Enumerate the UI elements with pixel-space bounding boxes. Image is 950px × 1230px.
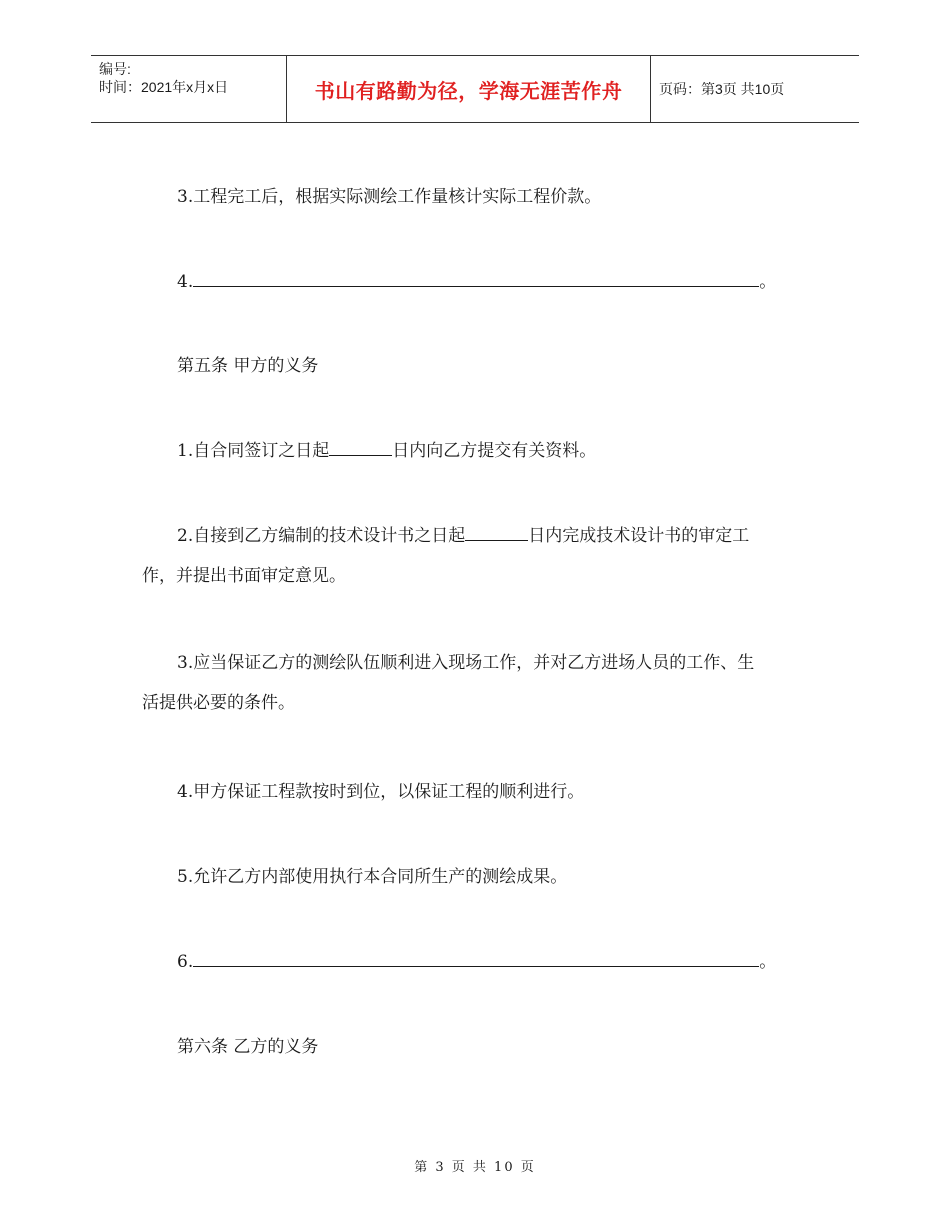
paragraph-text: 3.应当保证乙方的测绘队伍顺利进入现场工作，并对乙方进场人员的工作、生 [177,653,755,673]
paragraph-text-mid: 日内完成技术设计书的审定工 [528,526,750,546]
paragraph-5-1 [142,431,822,471]
item-number: 6. [177,952,194,972]
header-meta [91,56,286,122]
paragraph-text: 5.允许乙方内部使用执行本合同所生产的测绘成果。 [177,867,568,887]
fill-in-blank [193,264,759,287]
paragraph-text: 4.甲方保证工程款按时到位，以保证工程的顺利进行。 [177,782,585,802]
paragraph-5-6 [142,942,822,982]
paragraph-4-3 [142,177,822,217]
paragraph-text-cont: 活提供必要的条件。 [142,693,295,713]
paragraph-text-cont: 作，并提出书面审定意见。 [142,566,346,586]
paragraph-5-3 [142,643,822,723]
page-footer [0,1156,950,1175]
section-title-text: 第五条 甲方的义务 [177,356,319,376]
doc-time-label: 时间：2021年x月x日 [99,79,229,95]
paragraph-text: 1.自合同签订之日起 [177,441,330,461]
paragraph-4-4 [142,262,822,302]
item-end: 。 [759,952,777,972]
footer-page-number: 第 3 页 共 10 页 [414,1160,536,1175]
fill-in-blank [465,522,528,541]
section-5-title [142,346,822,386]
section-title-text: 第六条 乙方的义务 [177,1037,319,1057]
item-number: 4. [177,272,194,292]
fill-in-blank [329,437,392,456]
page-header [91,55,859,123]
doc-number-label: 编号: [99,61,131,77]
header-motto-cell [286,56,651,122]
item-end: 。 [759,272,777,292]
paragraph-5-5 [142,857,822,897]
header-page-info: 页码：第3页 共10页 [659,81,785,97]
section-6-title [142,1027,822,1067]
header-motto: 书山有路勤为径，学海无涯苦作舟 [314,78,623,103]
paragraph-5-2 [142,516,822,596]
paragraph-text: 2.自接到乙方编制的技术设计书之日起 [177,526,466,546]
paragraph-text-end: 日内向乙方提交有关资料。 [392,441,597,461]
paragraph-5-4 [142,772,822,812]
header-page-info-cell [650,56,859,122]
fill-in-blank [193,944,759,967]
paragraph-text: 3.工程完工后，根据实际测绘工作量核计实际工程价款。 [177,187,602,207]
